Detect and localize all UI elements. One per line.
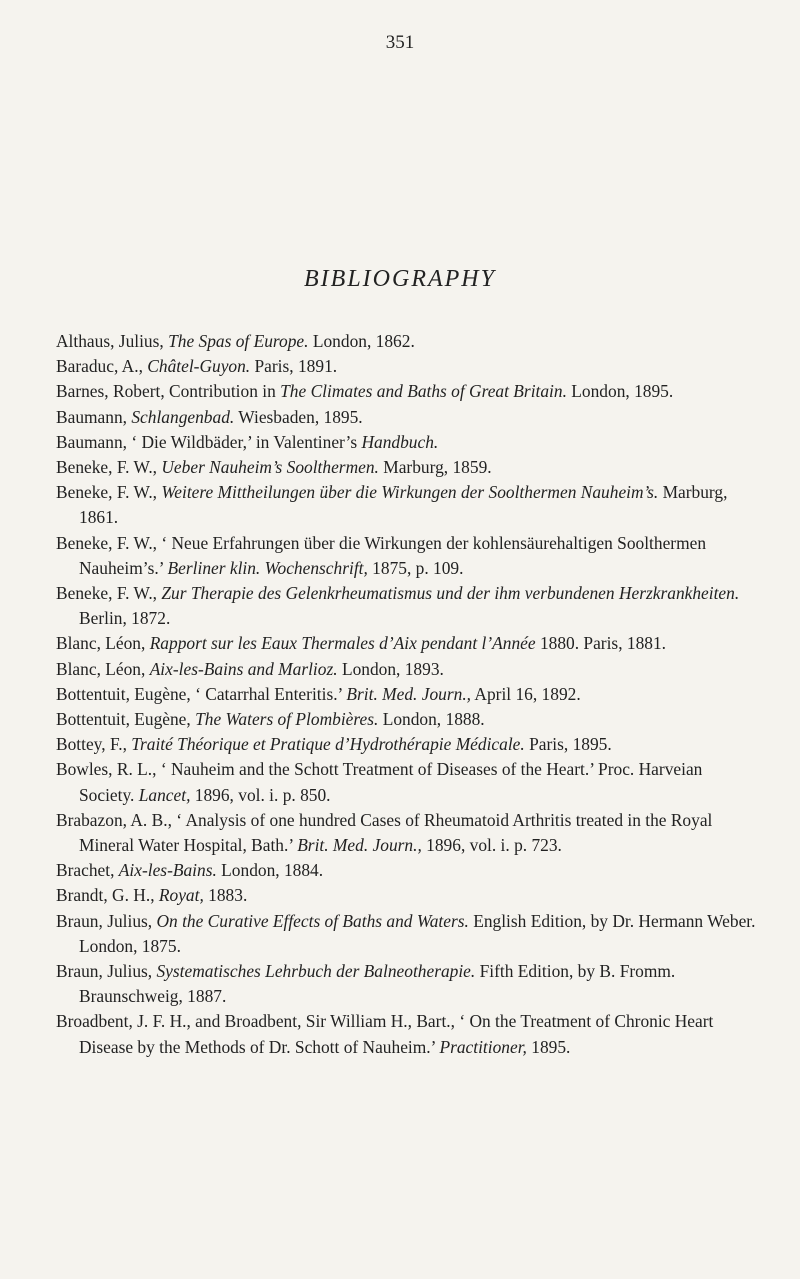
entry-text: Althaus, Julius, [56, 331, 169, 351]
entry-text: London, 1888. [378, 709, 485, 730]
bibliography-entry [56, 405, 756, 430]
entry-text: Bottentuit, Eugène, ‘ Catarrhal Enteritis.’ [56, 683, 347, 704]
entry-title-italic: Handbuch. [361, 431, 439, 452]
bibliography-entry [56, 379, 756, 404]
entry-title-italic: Practitioner, [439, 1036, 527, 1057]
entry-text: London, 1893. [337, 658, 444, 679]
entry-text: April 16, 1892. [471, 683, 581, 704]
entry-title-italic: Systematisches Lehrbuch der Balneotherapie. [156, 961, 476, 982]
bibliography-entry [56, 631, 756, 656]
bibliography-entry [56, 455, 756, 480]
entry-text: Brachet, [56, 860, 119, 881]
entry-text: London, 1862. [308, 331, 415, 351]
entry-text: Baumann, ‘ Die Wildbäder,’ in Valentiner’s [56, 431, 362, 452]
entry-text: Paris, 1895. [524, 734, 612, 755]
entry-text: 1895. [526, 1036, 571, 1057]
entry-text: English Edition, by Dr. Hermann Weber. London, 1875. [79, 910, 756, 956]
entry-text: Bottentuit, Eugène, [56, 709, 196, 730]
entry-title-italic: Châtel-Guyon. [147, 356, 251, 377]
entry-text: Blanc, Léon, [56, 633, 150, 654]
entry-title-italic: The Waters of Plombières. [195, 709, 379, 730]
entry-text: Brandt, G. H., [56, 885, 159, 906]
bibliography-entry [56, 657, 756, 682]
entry-text: Baraduc, A., [56, 356, 148, 377]
entry-text: Marburg, 1861. [79, 482, 728, 528]
entry-text: Berlin, 1872. [79, 608, 171, 629]
entry-text: Bottey, F., [56, 734, 132, 755]
bibliography-entry [56, 531, 756, 581]
bibliography-list [56, 329, 756, 1060]
bibliography-entry [56, 480, 756, 530]
entry-text: Barnes, Robert, Contribution in [56, 381, 281, 402]
entry-text: Beneke, F. W., [56, 583, 162, 604]
bibliography-entry [56, 430, 756, 455]
bibliography-entry [56, 354, 756, 379]
bibliography-entry [56, 959, 756, 1009]
bibliography-entry [56, 682, 756, 707]
entry-text: London, 1895. [566, 381, 674, 402]
entry-text: Blanc, Léon, [56, 658, 150, 679]
entry-text: 1880. Paris, 1881. [535, 633, 667, 654]
bibliography-entry [56, 757, 756, 807]
entry-title-italic: Ueber Nauheim’s Soolthermen. [161, 457, 379, 478]
entry-text: Broadbent, J. F. H., and Broadbent, Sir William H., Bart., ‘ On the Treatment of Chronic Heart Disease by the Methods of Dr. Schott of Nauheim.’ [56, 1011, 714, 1057]
entry-text: Marburg, 1859. [378, 457, 492, 478]
entry-text: Braun, Julius, [56, 961, 157, 982]
entry-text: Bowles, R. L., ‘ Nauheim and the Schott Treatment of Diseases of the Heart.’ Proc. Harveian Society. [56, 759, 703, 805]
entry-title-italic: Traité Théorique et Pratique d’Hydrothérapie Médicale. [131, 734, 525, 755]
entry-title-italic: On the Curative Effects of Baths and Waters. [156, 910, 469, 931]
entry-text: Fifth Edition, by B. Fromm. Braunschweig, 1887. [79, 961, 676, 1007]
entry-text: 1875, p. 109. [367, 557, 464, 578]
entry-text: Beneke, F. W., [56, 457, 162, 478]
entry-text: Wiesbaden, 1895. [234, 406, 363, 427]
entry-title-italic: The Spas of Europe. [168, 331, 309, 351]
entry-title-italic: Aix-les-Bains and Marlioz. [149, 658, 338, 679]
bibliography-entry [56, 707, 756, 732]
entry-title-italic: Zur Therapie des Gelenkrheumatismus und der ihm verbundenen Herzkrankheiten. [161, 583, 740, 604]
bibliography-entry [56, 909, 756, 959]
bibliography-entry [56, 808, 756, 858]
entry-title-italic: Rapport sur les Eaux Thermales d’Aix pendant l’Année [149, 633, 536, 654]
bibliography-entry [56, 1009, 756, 1059]
entry-title-italic: Berliner klin. Wochenschrift, [167, 557, 368, 578]
entry-text: Beneke, F. W., ‘ Neue Erfahrungen über die Wirkungen der kohlensäurehaltigen Soolthermen Nauheim’s.’ [56, 532, 707, 578]
entry-text: 1896, vol. i. p. 723. [421, 835, 562, 856]
entry-title-italic: Brit. Med. Journ., [346, 683, 472, 704]
entry-text: Brabazon, A. B., ‘ Analysis of one hundred Cases of Rheumatoid Arthritis treated in the Royal Mineral Water Hospital, Bath.’ [56, 809, 713, 856]
entry-text: London, 1884. [216, 860, 324, 881]
entry-text: 1883. [203, 885, 248, 906]
bibliography-entry [56, 732, 756, 757]
entry-title-italic: Brit. Med. Journ., [297, 835, 422, 856]
entry-title-italic: Aix-les-Bains. [118, 860, 217, 881]
entry-text: 1896, vol. i. p. 850. [190, 784, 331, 805]
bibliography-entry [56, 329, 756, 354]
bibliography-entry [56, 581, 756, 631]
bibliography-entry [56, 858, 756, 883]
entry-title-italic: The Climates and Baths of Great Britain. [280, 381, 567, 402]
entry-title-italic: Weitere Mittheilungen über die Wirkungen der Soolthermen Nauheim’s. [161, 482, 659, 503]
entry-text: Beneke, F. W., [56, 482, 162, 503]
entry-text: Braun, Julius, [56, 910, 157, 931]
entry-text: Baumann, [56, 406, 132, 427]
page-number: 351 [385, 32, 415, 53]
bibliography-heading: BIBLIOGRAPHY [304, 266, 496, 292]
entry-text: Paris, 1891. [250, 356, 338, 377]
entry-title-italic: Schlangenbad. [131, 406, 235, 427]
entry-title-italic: Royat, [158, 885, 204, 906]
entry-title-italic: Lancet, [138, 784, 191, 805]
bibliography-entry [56, 883, 756, 908]
